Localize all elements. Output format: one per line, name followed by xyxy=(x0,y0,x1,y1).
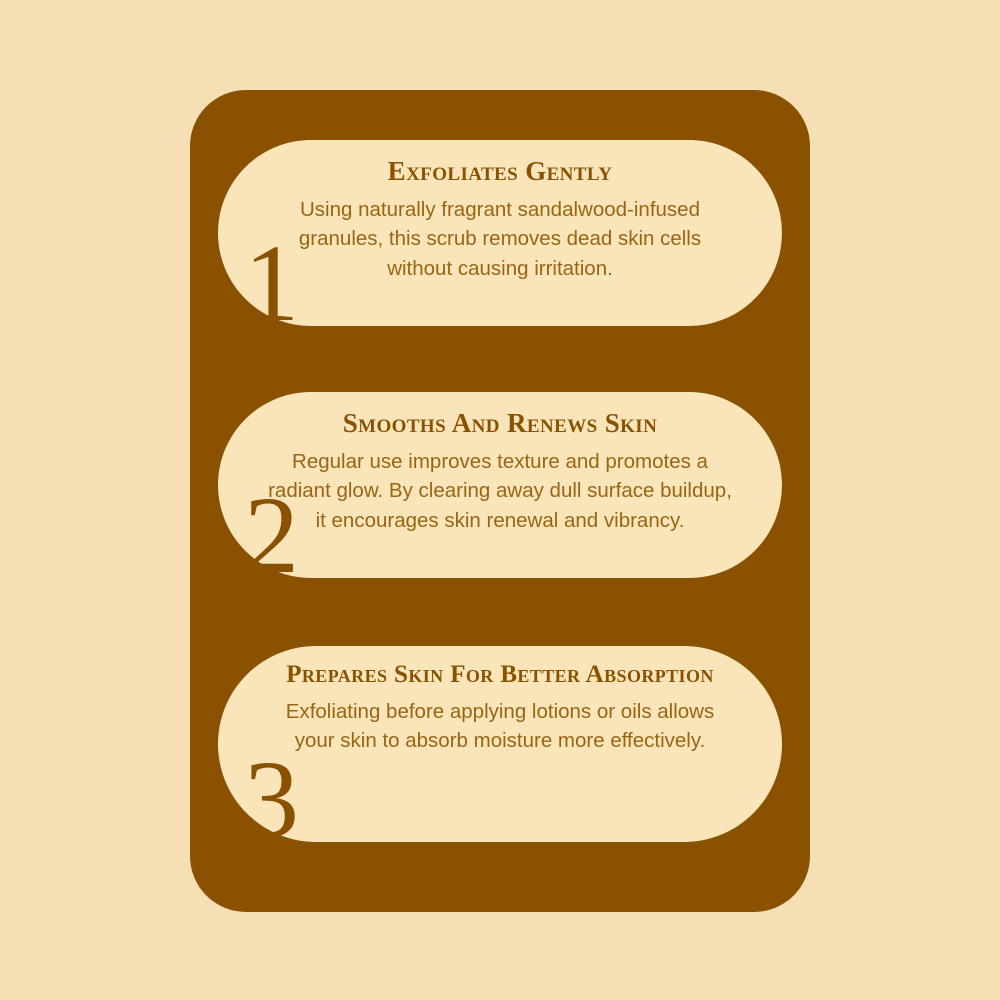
benefit-number-3: 3 xyxy=(244,738,297,860)
benefit-card-1-body xyxy=(218,140,782,283)
benefit-card-1 xyxy=(218,140,782,344)
benefit-card-list xyxy=(190,90,810,912)
benefit-title-1: Exfoliates Gently xyxy=(387,156,613,186)
benefit-card-2-body xyxy=(218,392,782,535)
benefits-panel xyxy=(190,90,810,912)
benefit-text-2: Regular use improves texture and promotes a radiant glow. By clearing away dull surface buildup, it encourages skin renewal and vibrancy. xyxy=(268,450,732,532)
benefit-title-3: Prepares Skin For Better Absorption xyxy=(286,661,714,688)
benefit-number-1: 1 xyxy=(244,222,297,344)
benefit-card-2 xyxy=(218,392,782,596)
benefit-card-3-body xyxy=(218,646,782,755)
benefit-text-3: Exfoliating before applying lotions or oils allows your skin to absorb moisture more effectively. xyxy=(285,700,715,753)
benefit-card-3 xyxy=(218,646,782,860)
benefit-text-1: Using naturally fragrant sandalwood-infused granules, this scrub removes dead skin cells without causing irritation. xyxy=(298,198,702,280)
benefit-title-2: Smooths And Renews Skin xyxy=(342,408,658,438)
benefit-number-2: 2 xyxy=(244,474,297,596)
